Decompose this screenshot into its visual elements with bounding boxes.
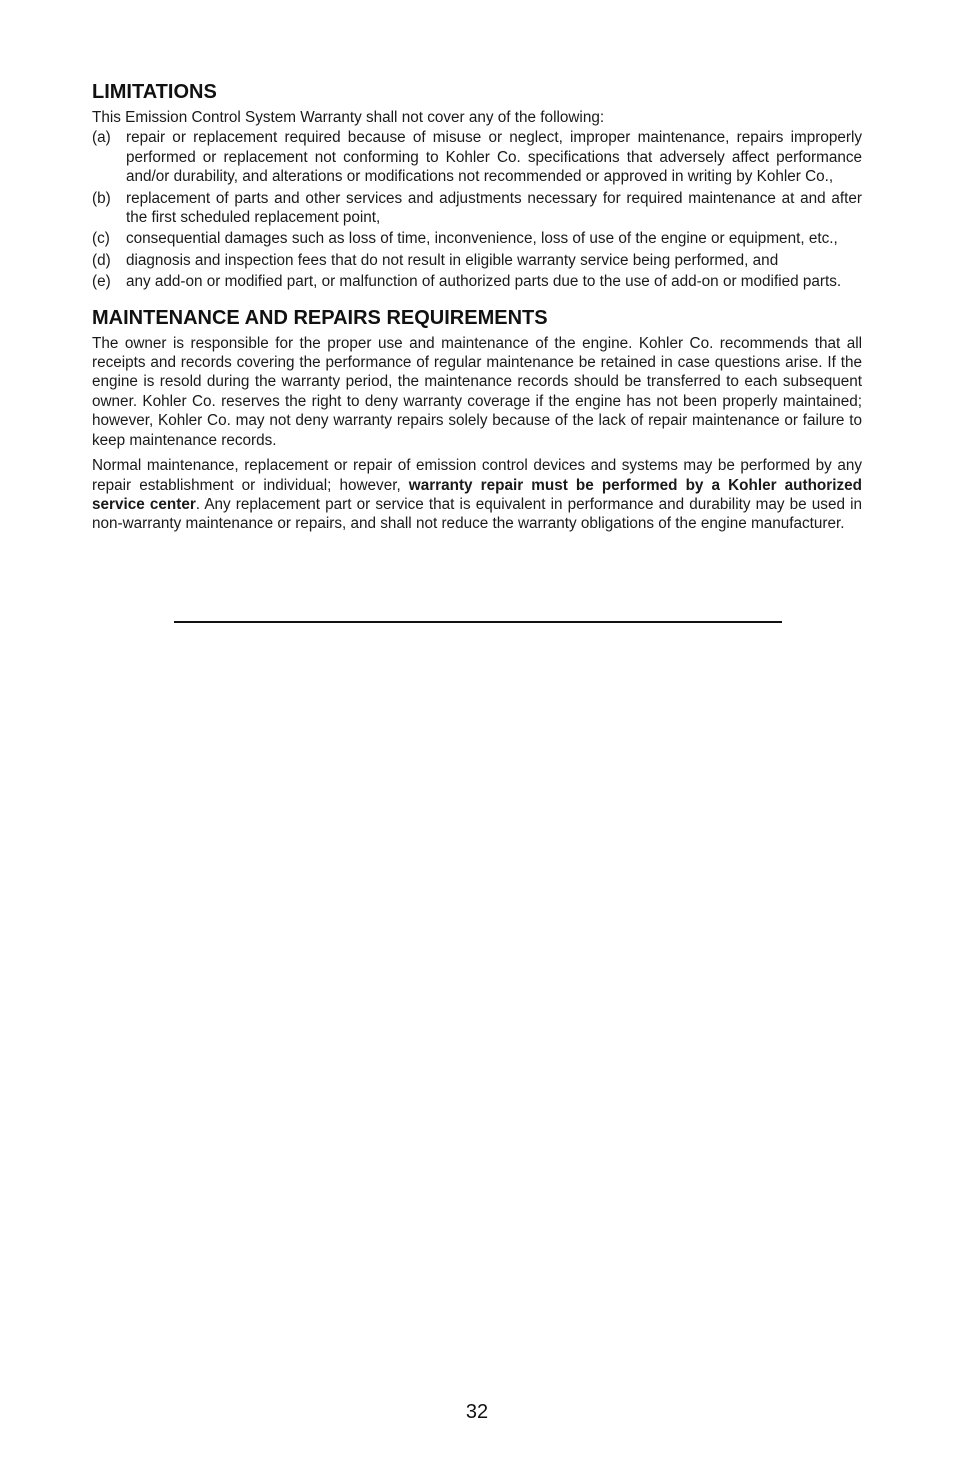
list-item-marker: (a): [92, 129, 111, 147]
paragraph-2-end: . Any replacement part or service that is equivalent in performance and durability may be used in non-warranty maintenance or repairs, and shall not reduce the warranty obligations of the engine manufacturer.: [92, 495, 862, 533]
list-item-text: repair or replacement required because of misuse or neglect, improper maintenance, repairs improperly performed or replacement not conforming to Kohler Co. specifications that adversely affect performance and/or durability, and alterations or modifications not recommended or approved in writing by Kohler Co.,: [126, 129, 862, 186]
document-page: [92, 80, 862, 534]
section-divider: [174, 621, 782, 623]
list-item: [92, 229, 862, 248]
list-item: [92, 189, 862, 228]
limitations-list: [92, 128, 862, 291]
maintenance-paragraph-2: [92, 456, 862, 534]
maintenance-paragraph-1: The owner is responsible for the proper use and maintenance of the engine. Kohler Co. recommends that all receipts and records covering the performance of regular maintenance be retained in case questions arise. If the engine is resold during the warranty period, the maintenance records should be transferred to each subsequent owner. Kohler Co. reserves the right to deny warranty coverage if the engine has not been properly maintained; however, Kohler Co. may not deny warranty repairs solely because of the lack of repair maintenance or failure to keep maintenance records.: [92, 334, 862, 449]
list-item-marker: (e): [92, 273, 111, 291]
paragraph-2-start: Normal maintenance, replacement or repair of emission control devices and systems may be performed by any repair establishment or individual; however,: [92, 457, 862, 494]
list-item-text: diagnosis and inspection fees that do not result in eligible warranty service being performed, and: [126, 251, 779, 269]
limitations-heading: LIMITATIONS: [92, 81, 217, 103]
list-item-text: consequential damages such as loss of time, inconvenience, loss of use of the engine or equipment, etc.,: [126, 230, 838, 248]
list-item-marker: (d): [92, 251, 111, 269]
maintenance-heading: MAINTENANCE AND REPAIRS REQUIREMENTS: [92, 306, 548, 329]
list-item-marker: (c): [92, 230, 110, 248]
paragraph-2-bold: warranty repair must be performed by a Kohler authorized service center: [92, 476, 862, 513]
list-item: [92, 272, 862, 291]
limitations-intro: This Emission Control System Warranty shall not cover any of the following:: [92, 109, 605, 126]
list-item: [92, 128, 862, 186]
page-number: 32: [465, 1401, 489, 1423]
list-item-marker: (b): [92, 189, 111, 207]
list-item-text: replacement of parts and other services and adjustments necessary for required maintenance at and after the first scheduled replacement point,: [126, 189, 862, 227]
list-item-text: any add-on or modified part, or malfunction of authorized parts due to the use of add-on or modified parts.: [126, 273, 842, 291]
list-item: [92, 251, 862, 270]
